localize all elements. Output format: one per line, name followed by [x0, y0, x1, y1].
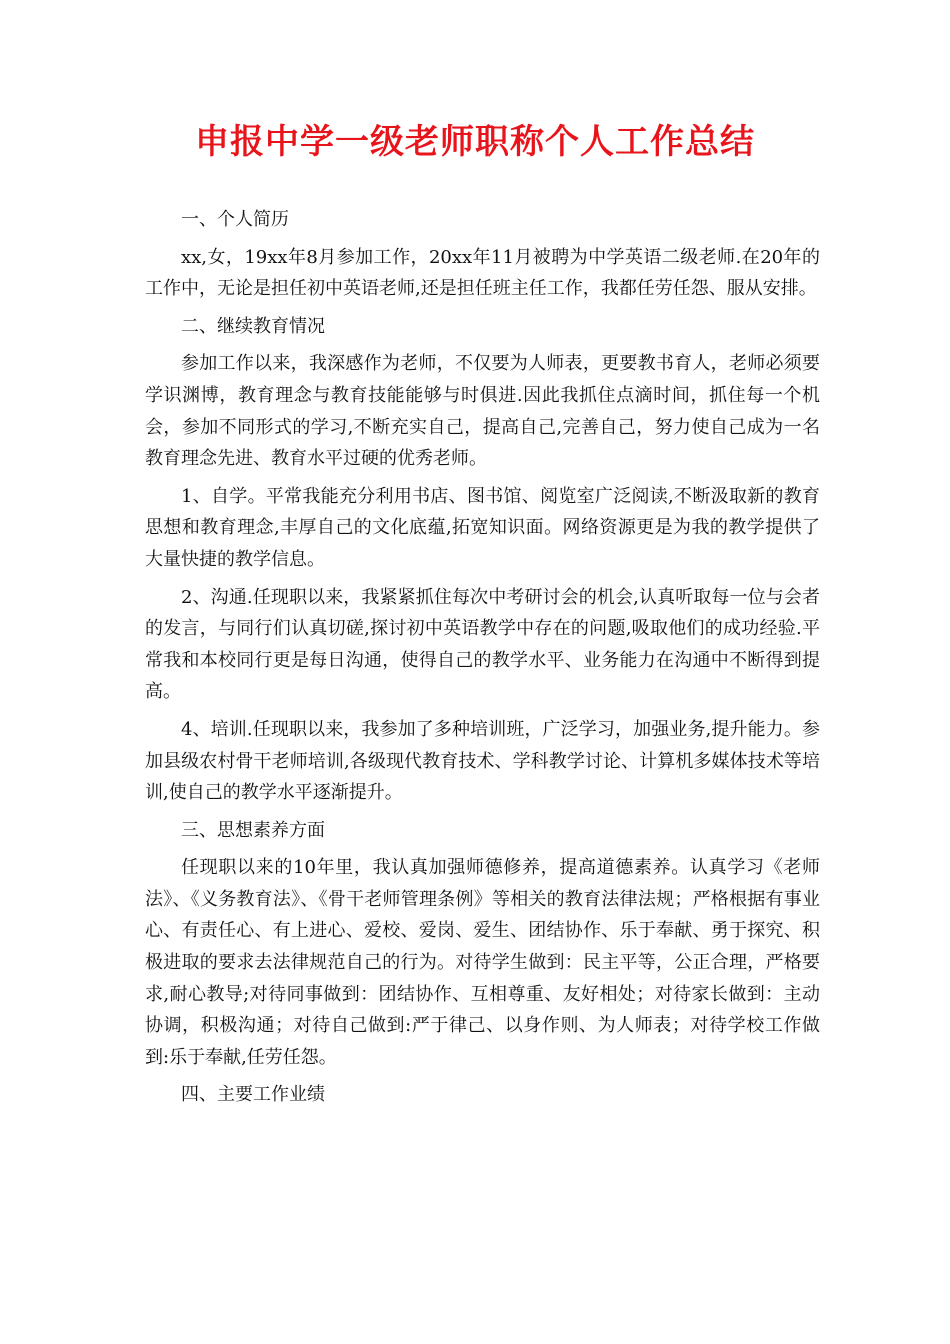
paragraph-ethics: 任现职以来的10年里，我认真加强师德修养，提高道德素养。认真学习《老师法》、《义务教育法》、《骨干老师管理条例》等相关的教育法律法规；严格根据有事业心、有责任心、有上进心、爱校、爱岗、爱生、团结协作、乐于奉献、勇于探究、积极进取的要求去法律规范自己的行为。对待学生做到：民主平等，公正合理，严格要求,耐心教导;对待同事做到：团结协作、互相尊重、友好相处；对待家长做到：主动协调，积极沟通；对待自己做到:严于律己、以身作则、为人师表；对待学校工作做到:乐于奉献,任劳任怨。: [145, 857, 820, 1068]
paragraph-resume: xx,女，19xx年8月参加工作，20xx年11月被聘为中学英语二级老师.在20年的工作中，无论是担任初中英语老师,还是担任班主任工作，我都任劳任怨、服从安排。: [145, 246, 820, 300]
section-heading-education: 二、继续教育情况: [181, 315, 325, 337]
document-body: [145, 204, 820, 1117]
paragraph-communication: 2、沟通.任现职以来，我紧紧抓住每次中考研讨会的机会,认真听取每一位与会者的发言，与同行们认真切磋,探讨初中英语教学中存在的问题,吸取他们的成功经验.平常我和本校同行更是每日沟通，使得自己的教学水平、业务能力在沟通中不断得到提高。: [145, 586, 820, 703]
section-heading-ethics: 三、思想素养方面: [181, 819, 325, 841]
section-heading-resume: 一、个人简历: [181, 209, 289, 230]
paragraph-training: 4、培训.任现职以来，我参加了多种培训班，广泛学习，加强业务,提升能力。参加县级农村骨干老师培训,各级现代教育技术、学科教学讨论、计算机多媒体技术等培训,使自己的教学水平逐渐提升。: [145, 718, 820, 804]
section-heading-achievements: 四、主要工作业绩: [181, 1084, 325, 1106]
paragraph-self-study: 1、自学。平常我能充分利用书店、图书馆、阅览室广泛阅读,不断汲取新的教育思想和教育理念,丰厚自己的文化底蕴,拓宽知识面。网络资源更是为我的教学提供了大量快捷的教学信息。: [145, 485, 820, 570]
document-title: 申报中学一级老师职称个人工作总结: [195, 122, 755, 162]
paragraph-education-intro: 参加工作以来，我深感作为老师，不仅要为人师表，更要教书育人，老师必须要学识渊博，教育理念与教育技能能够与时俱进.因此我抓住点滴时间，抓住每一个机会，参加不同形式的学习,不断充实自己，提高自己,完善自己，努力使自己成为一名教育理念先进、教育水平过硬的优秀老师。: [145, 353, 820, 470]
